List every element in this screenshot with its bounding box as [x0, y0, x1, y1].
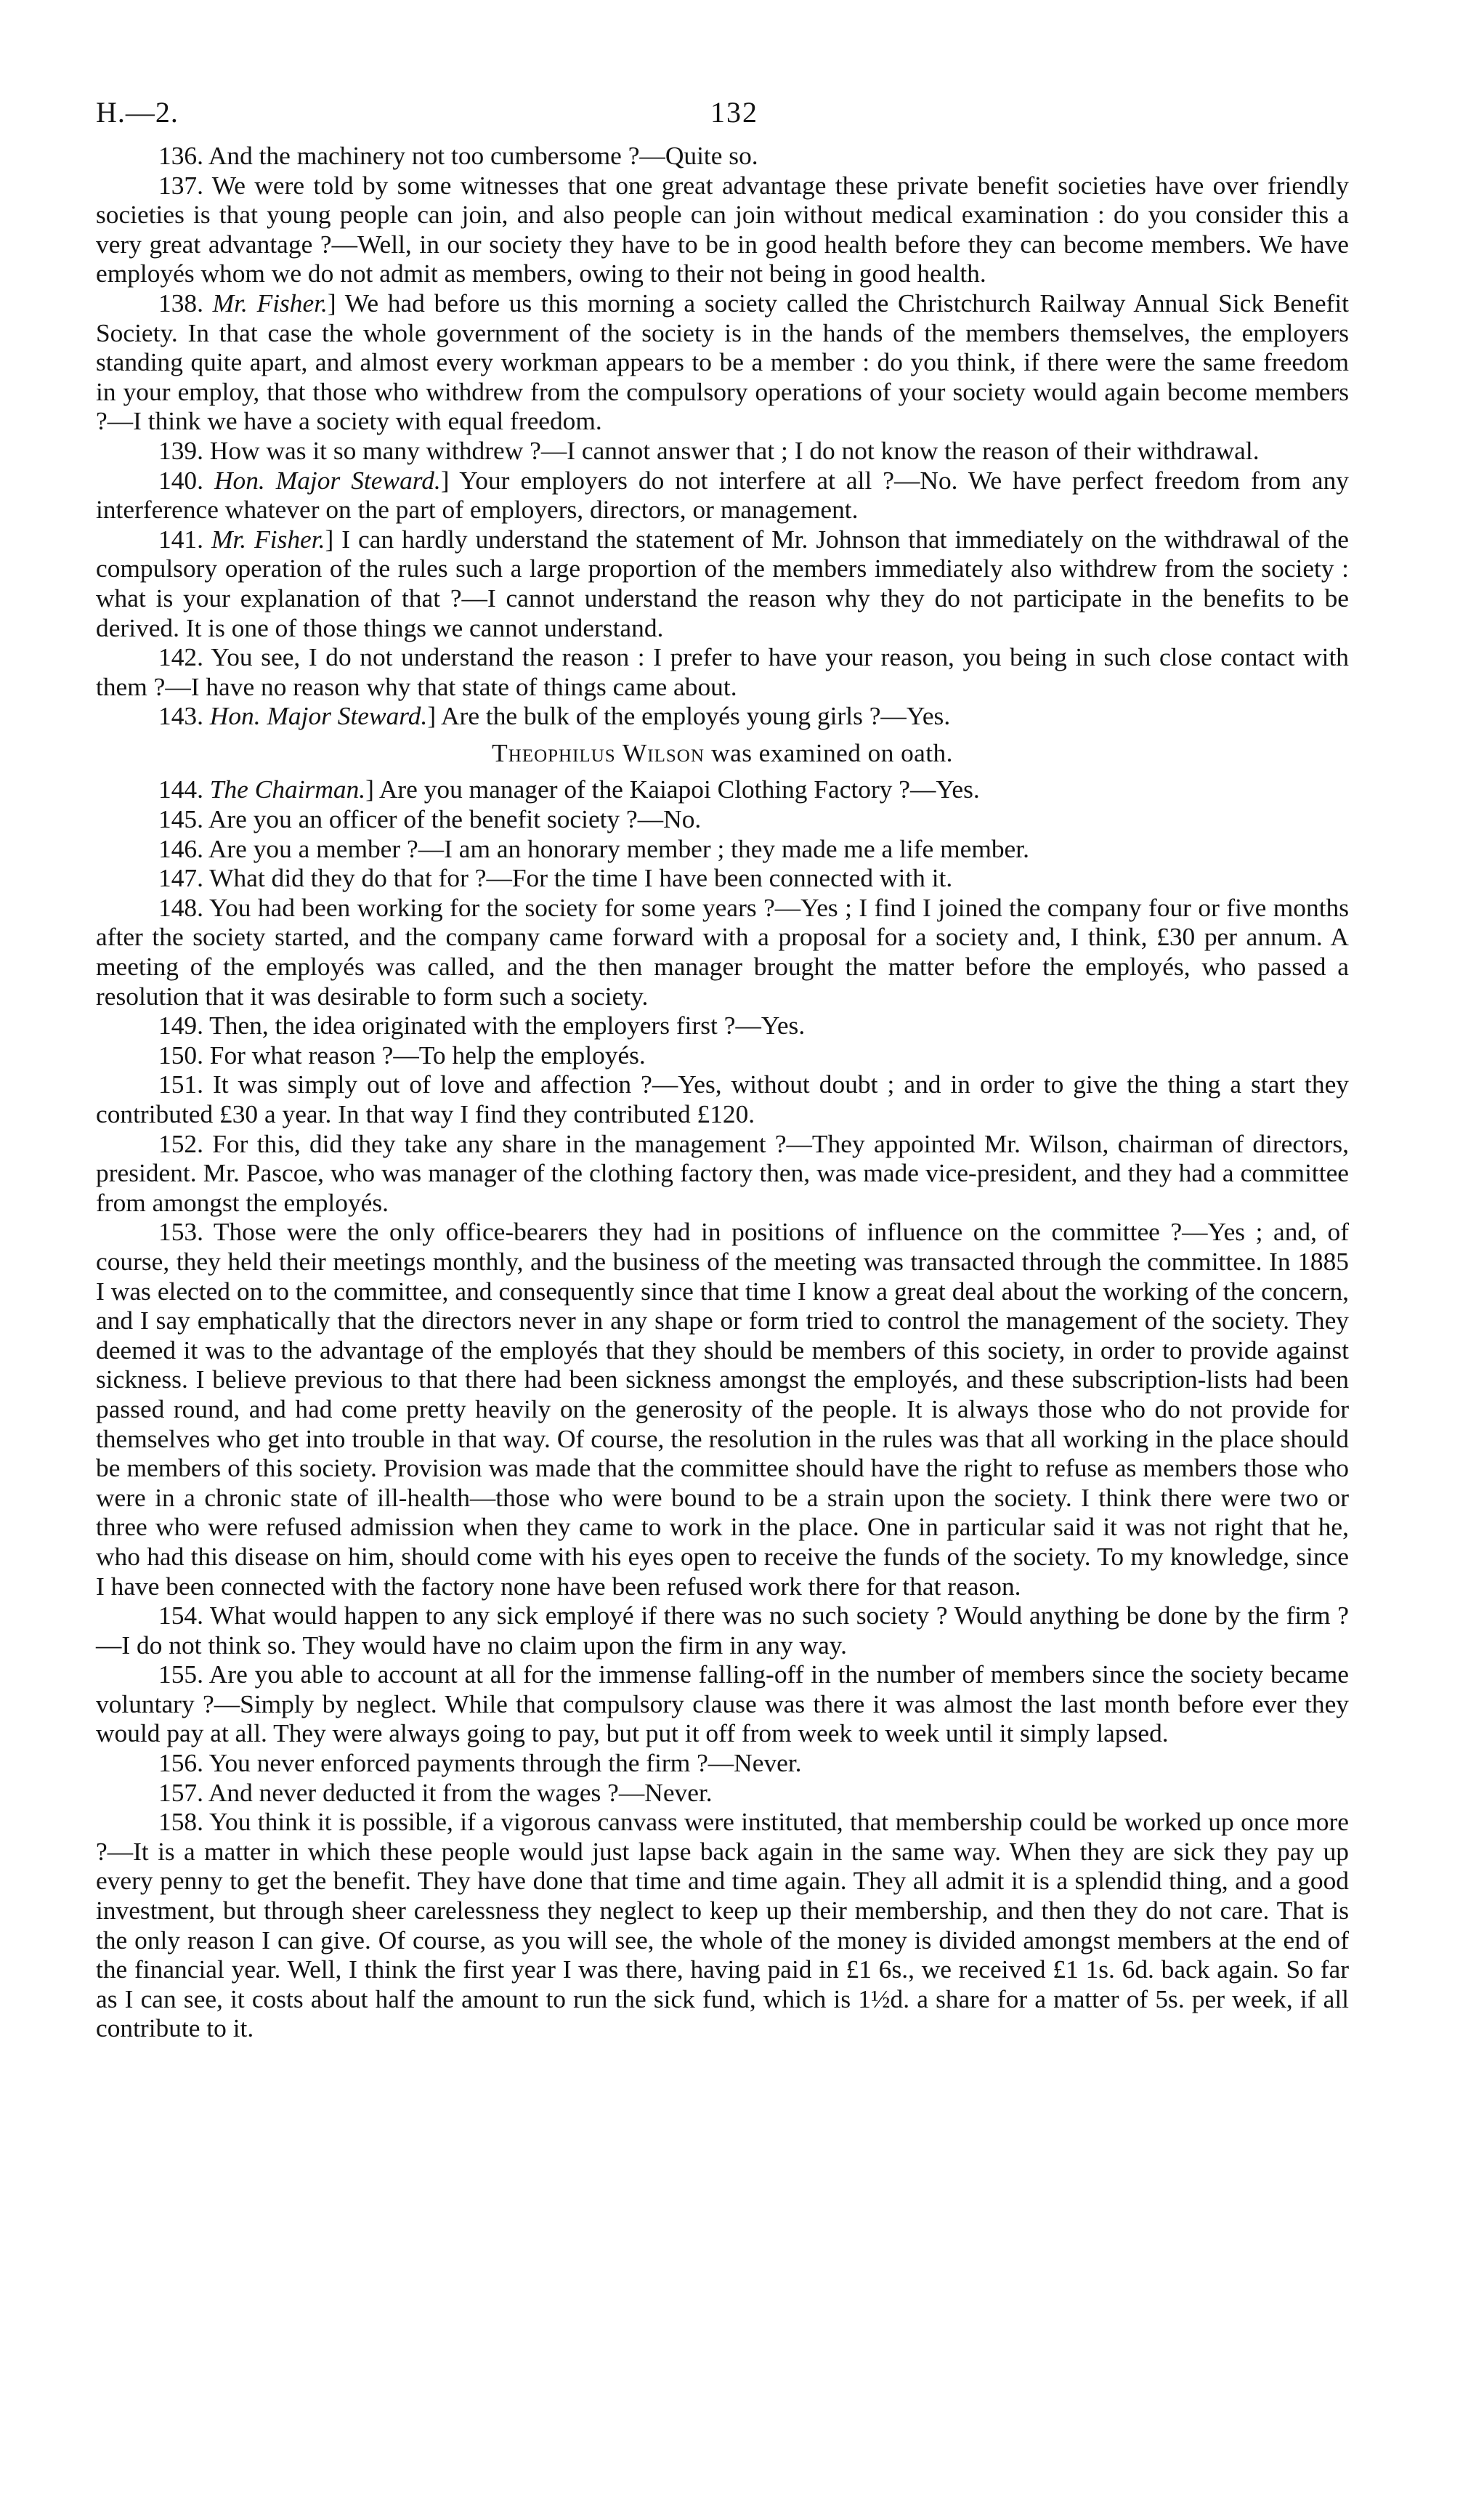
question-151: 151. It was simply out of love and affection ?—Yes, without doubt ; and in order to give the thing a start they contributed £30 a year. In that way I find they contributed £120.	[96, 1070, 1349, 1128]
question-156: 156. You never enforced payments through the firm ?—Never.	[158, 1748, 802, 1778]
witness-note: was examined on oath.	[704, 737, 953, 767]
question-149: 149. Then, the idea originated with the employers first ?—Yes.	[158, 1011, 806, 1040]
question-155: 155. Are you able to account at all for the immense falling-off in the number of members since the society became voluntary ?—Simply by neglect. While that compulsory clause was there it was almost the last month before ever they would pay at all. They were always going to pay, but put it off from week to week until it simply lapsed.	[96, 1660, 1349, 1748]
question-152: 152. For this, did they take any share in the management ?—They appointed Mr. Wilson, chairman of directors, president. Mr. Pascoe, who was manager of the clothing factory then, was made vice-president, and they had a committee from amongst the employés.	[96, 1128, 1349, 1217]
question-137: 137. We were told by some witnesses that one great advantage these private benefit societies have over friendly societies is that young people can join, and also people can join without medical examination : do you consider this a very great advantage ?—Well, in our society they have to be in good health before they can become members. We have employés whom we do not admit as members, owing to their not being in good health.	[96, 170, 1349, 288]
witness-heading	[96, 738, 1349, 768]
question-138: 138. Mr. Fisher.] We had before us this morning a society called the Christchurch Railway Annual Sick Benefit Society. In that case the whole government of the society is in the hands of the members themselves, the employers standing quite apart, and almost every workman appears to be a member : do you think, if there were the same freedom in your employ, that those who withdrew from the compulsory operations of your society would again become members ?—I think we have a society with equal freedom.	[96, 288, 1349, 436]
question-146: 146. Are you a member ?—I am an honorary member ; they made me a life member.	[158, 833, 1029, 863]
evidence-block-1	[96, 141, 1349, 731]
page-header	[96, 93, 1349, 132]
question-144: 144. The Chairman.] Are you manager of the Kaiapoi Clothing Factory ?—Yes.	[158, 775, 980, 804]
question-154: 154. What would happen to any sick employé if there was no such society ? Would anything be done by the firm ?—I do not think so. They would have no claim upon the firm in any way.	[96, 1601, 1349, 1660]
evidence-block-2	[96, 775, 1349, 2043]
question-150: 150. For what reason ?—To help the employés.	[158, 1040, 646, 1070]
question-145: 145. Are you an officer of the benefit society ?—No.	[158, 804, 702, 834]
question-148: 148. You had been working for the society for some years ?—Yes ; I find I joined the company four or five months after the society started, and the company came forward with a proposal for a society and, I think, £30 per annum. A meeting of the employés was called, and the then manager brought the matter before the employés, who passed a resolution that it was desirable to form such a society.	[96, 892, 1349, 1011]
question-141: 141. Mr. Fisher.] I can hardly understand the statement of Mr. Johnson that immediately on the withdrawal of the compulsory operation of the rules such a large proportion of the members immediately also withdrew from the society : what is your explanation of that ?—I cannot understand the reason why they do not participate in the benefits to be derived. It is one of those things we cannot understand.	[96, 524, 1349, 642]
document-reference: H.—2.	[96, 96, 179, 129]
question-136: 136. And the machinery not too cumbersome ?—Quite so.	[158, 141, 758, 170]
question-153: 153. Those were the only office-bearers they had in positions of influence on the committee ?—Yes ; and, of course, they held their meetings monthly, and the business of the meeting was transacted through the committee. In 1885 I was elected on to the committee, and consequently since that time I know a great deal about the working of the concern, and I say emphatically that the directors never in any shape or form tried to control the management of the society. They deemed it was to the advantage of the employés that they should be members of this society, in order to provide against sickness. I believe previous to that there had been sickness amongst the employés, and these subscription-lists had been passed round, and had come pretty heavily on the generosity of the people. It is always those who do not provide for themselves who get into trouble in that way. Of course, the resolution in the rules was that all working in the place should be members of this society. Provision was made that the committee should have the right to refuse as members those who were in a chronic state of ill-health—those who were bound to be a strain upon the society. I think there were two or three who were refused admission when they came to work in the place. One in particular said it was not right that he, who had this disease on him, should come with his eyes open to receive the funds of the society. To my knowledge, since I have been connected with the factory none have been refused work there for that reason.	[96, 1217, 1349, 1601]
witness-name: Theophilus Wilson	[492, 737, 705, 767]
question-158: 158. You think it is possible, if a vigorous canvass were instituted, that membership could be worked up once more ?—It is a matter in which these people would just lapse back again in the same way. When they are sick they pay up every penny to get the benefit. They have done that time and time again. They all admit it is a splendid thing, and a good investment, but through sheer carelessness they neglect to keep up their membership, and then they do not care. That is the only reason I can give. Of course, as you will see, the whole of the money is divided amongst members at the end of the financial year. Well, I think the first year I was there, having paid in £1 6s., we received £1 1s. 6d. back again. So far as I can see, it costs about half the amount to run the sick fund, which is 1½d. a share for a matter of 5s. per week, if all contribute to it.	[96, 1807, 1349, 2043]
question-157: 157. And never deducted it from the wages ?—Never.	[158, 1777, 713, 1807]
page-number: 132	[710, 96, 758, 129]
question-140: 140. Hon. Major Steward.] Your employers do not interfere at all ?—No. We have perfect freedom from any interference whatever on the part of employers, directors, or management.	[96, 465, 1349, 525]
question-143: 143. Hon. Major Steward.] Are the bulk of the employés young girls ?—Yes.	[158, 701, 951, 731]
question-139: 139. How was it so many withdrew ?—I cannot answer that ; I do not know the reason of their withdrawal.	[158, 435, 1260, 465]
question-142: 142. You see, I do not understand the reason : I prefer to have your reason, you being in such close contact with them ?—I have no reason why that state of things came about.	[96, 642, 1349, 701]
question-147: 147. What did they do that for ?—For the time I have been connected with it.	[158, 863, 953, 893]
